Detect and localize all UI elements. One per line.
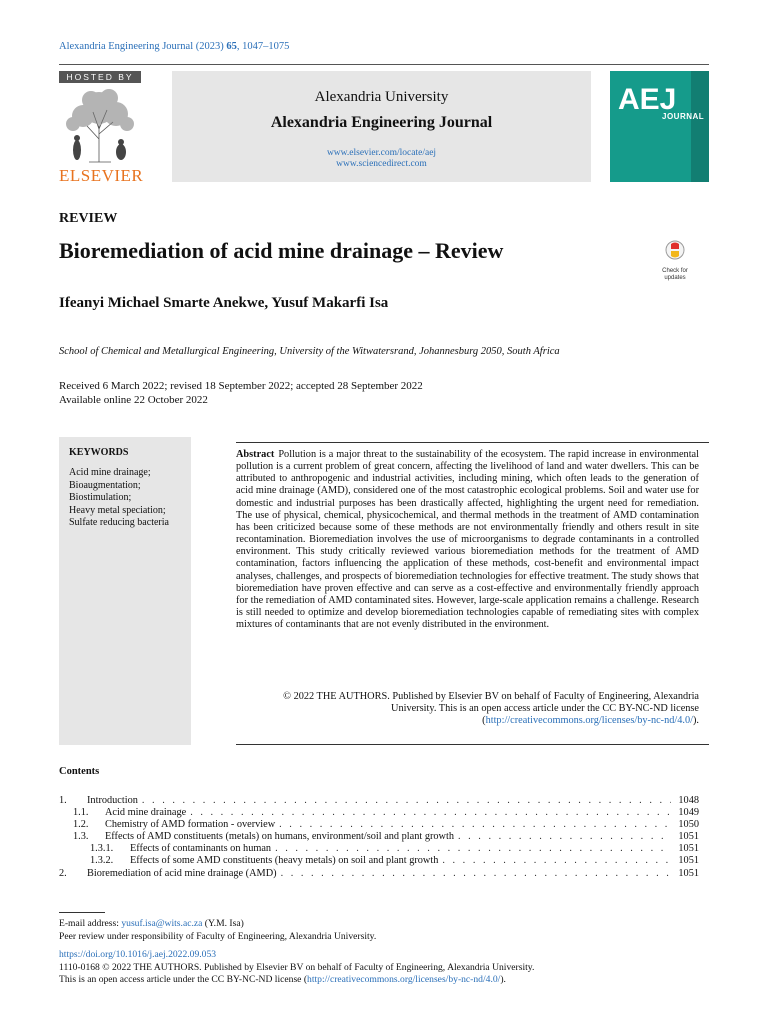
footer-license-link[interactable]: http://creativecommons.org/licenses/by-nc-nd/4.0/ — [307, 974, 501, 985]
abstract-body — [236, 449, 699, 631]
toc-page: 1051 — [678, 843, 699, 855]
toc-page: 1050 — [678, 819, 699, 831]
toc-title: Introduction — [87, 795, 138, 806]
sciencedirect-link[interactable]: www.sciencedirect.com — [336, 159, 427, 169]
keyword-item: Bioaugmentation; — [69, 479, 141, 491]
toc-number: 1.2. — [73, 819, 89, 831]
toc-number: 1.1. — [73, 807, 89, 819]
abstract-copyright — [236, 691, 699, 727]
toc-leader — [275, 843, 671, 855]
toc-title: Effects of some AMD constituents (heavy metals) on soil and plant growth — [130, 855, 439, 867]
keyword-item: Acid mine drainage; — [69, 467, 151, 478]
toc-page: 1051 — [678, 831, 699, 843]
toc-title: Effects of AMD constituents (metals) on humans, environment/soil and plant growth — [105, 831, 454, 843]
footnote-rule — [59, 912, 105, 913]
copyright-text: © 2022 THE AUTHORS. Published by Elsevier BV on behalf of Faculty of Engineering, Alexandria University. This is an open access article under the CC BY-NC-ND license ( — [283, 691, 699, 727]
doi-link[interactable]: https://doi.org/10.1016/j.aej.2022.09.053 — [59, 949, 217, 960]
elsevier-wordmark: ELSEVIER — [59, 166, 144, 185]
toc-entry[interactable] — [59, 795, 699, 807]
article-dates — [59, 380, 423, 407]
abstract-bottom-rule — [236, 744, 709, 745]
keyword-item: Biostimulation; — [69, 492, 132, 503]
check-updates-icon — [665, 240, 685, 262]
article-type: REVIEW — [59, 211, 118, 226]
footnotes — [59, 918, 699, 987]
email-footnote — [59, 918, 699, 931]
license-suffix: ). — [500, 974, 506, 985]
article-title: Bioremediation of acid mine drainage – Review — [59, 238, 504, 263]
license-prefix: This is an open access article under the CC BY-NC-ND license ( — [59, 974, 308, 985]
peer-review-note: Peer review under responsibility of Faculty of Engineering, Alexandria University. — [59, 930, 377, 942]
toc-number: 2. — [59, 867, 67, 879]
toc-leader — [281, 868, 671, 880]
toc-entry[interactable] — [59, 807, 699, 819]
toc-page: 1048 — [678, 795, 699, 806]
email-label: E-mail address: — [59, 918, 122, 929]
keywords-panel — [59, 437, 191, 745]
cover-band — [691, 71, 709, 182]
toc-number: 1.3. — [73, 831, 89, 843]
journal-volume: 65 — [226, 41, 237, 52]
toc-page: 1049 — [678, 807, 699, 819]
abstract-top-rule — [236, 442, 709, 443]
journal-title: Alexandria Engineering Journal — [270, 114, 493, 131]
toc-entry[interactable] — [59, 855, 699, 867]
check-for-updates-button[interactable] — [653, 240, 697, 280]
license-link[interactable]: http://creativecommons.org/licenses/by-nc-nd/4.0/ — [485, 715, 693, 727]
toc-title: Acid mine drainage — [105, 807, 187, 819]
toc-leader — [190, 807, 671, 819]
issn-line: 1110-0168 © 2022 THE AUTHORS. Published by Elsevier BV on behalf of Faculty of Engineering, Alexandria University. — [59, 961, 535, 973]
toc-entry[interactable] — [59, 831, 699, 843]
keyword-item: Heavy metal speciation; — [69, 504, 166, 516]
available-online-date: Available online 22 October 2022 — [59, 393, 208, 406]
toc-entry[interactable] — [59, 843, 699, 855]
keyword-item: Sulfate reducing bacteria — [69, 517, 169, 528]
journal-citation-prefix: Alexandria Engineering Journal (2023) — [59, 41, 227, 52]
license-line — [59, 974, 699, 987]
elsevier-journal-link[interactable]: www.elsevier.com/locate/aej — [326, 148, 437, 158]
received-dates: Received 6 March 2022; revised 18 September 2022; accepted 28 September 2022 — [59, 380, 423, 392]
toc-number: 1.3.1. — [90, 843, 114, 855]
toc-leader — [458, 831, 671, 843]
header-divider — [59, 64, 709, 65]
toc-title: Effects of contaminants on human — [130, 843, 272, 855]
toc-entry[interactable] — [59, 819, 699, 831]
toc-title: Bioremediation of acid mine drainage (AMD) — [87, 867, 277, 879]
keywords-heading: KEYWORDS — [69, 447, 129, 458]
author-list: Ifeanyi Michael Smarte Anekwe, Yusuf Makarfi Isa — [59, 295, 389, 311]
check-updates-label: Check for updates — [662, 268, 688, 281]
toc-entry[interactable] — [59, 868, 699, 880]
toc-page: 1051 — [678, 855, 699, 867]
abstract-label: Abstract — [236, 449, 275, 460]
journal-cover[interactable] — [610, 71, 709, 182]
toc-page: 1051 — [678, 867, 699, 879]
toc-title: Chemistry of AMD formation - overview — [105, 819, 276, 831]
cover-letters: AEJ — [618, 83, 677, 116]
toc-leader — [142, 795, 671, 807]
abstract-text: Pollution is a major threat to the sustainability of the ecosystem. The rapid increase in environmental pollution is a current problem of great concern, affecting the livelihood of land and water dwellers. This can be attributed to anthropogenic and industrial activities, including mining, which often leads to the generation of acid mine drainage (AMD), considered one of the most catastrophic ecological problems. Soil and water use for domestic and industrial purposes has been drastically affected, highlighting the urgent need for remediation. The use of physical, chemical, physicochemical, and thermal methods in the treatment of AMD contamination has been criticized because some of these methods are not environmentally friendly and others result in site recontamination. Bioremediation involves the use of microorganisms to degrade contaminants in a controlled environment. This study critically reviewed various bioremediation methods for the treatment of AMD contamination, factors influencing the application of these methods, cost-benefit and environmental impact analyses, challenges, and prospects of bioremediation technologies for effective treatment. The study shows that bioremediation have proven effective and can serve as a cost-effective and environmentally friendly approach for the remediation of AMD contaminated sites. However, large-scale application remains a challenge. Research is still needed to optimize and develop bioremediation technologies capable of remediating sites with complex mixtures of contaminants that are not evenly distributed in the environment. — [236, 449, 699, 631]
toc-leader — [442, 855, 671, 867]
copyright-close: ). — [692, 715, 699, 727]
cover-journal-word: JOURNAL — [662, 112, 705, 121]
journal-pages: , 1047–1075 — [236, 41, 290, 52]
journal-masthead — [172, 71, 591, 182]
table-of-contents — [59, 795, 699, 880]
university-name: Alexandria University — [314, 89, 449, 105]
email-owner: (Y.M. Isa) — [202, 918, 244, 929]
author-affiliation: School of Chemical and Metallurgical Engineering, University of the Witwatersrand, Johannesburg 2050, South Africa — [59, 346, 560, 357]
toc-number: 1. — [59, 795, 67, 806]
toc-leader — [279, 819, 671, 831]
contents-heading: Contents — [59, 766, 100, 777]
tree-icon — [59, 84, 143, 164]
journal-citation[interactable] — [59, 41, 289, 52]
hosted-by-label: HOSTED BY — [59, 71, 141, 83]
toc-number: 1.3.2. — [90, 855, 114, 867]
author-email-link[interactable]: yusuf.isa@wits.ac.za — [121, 918, 203, 929]
